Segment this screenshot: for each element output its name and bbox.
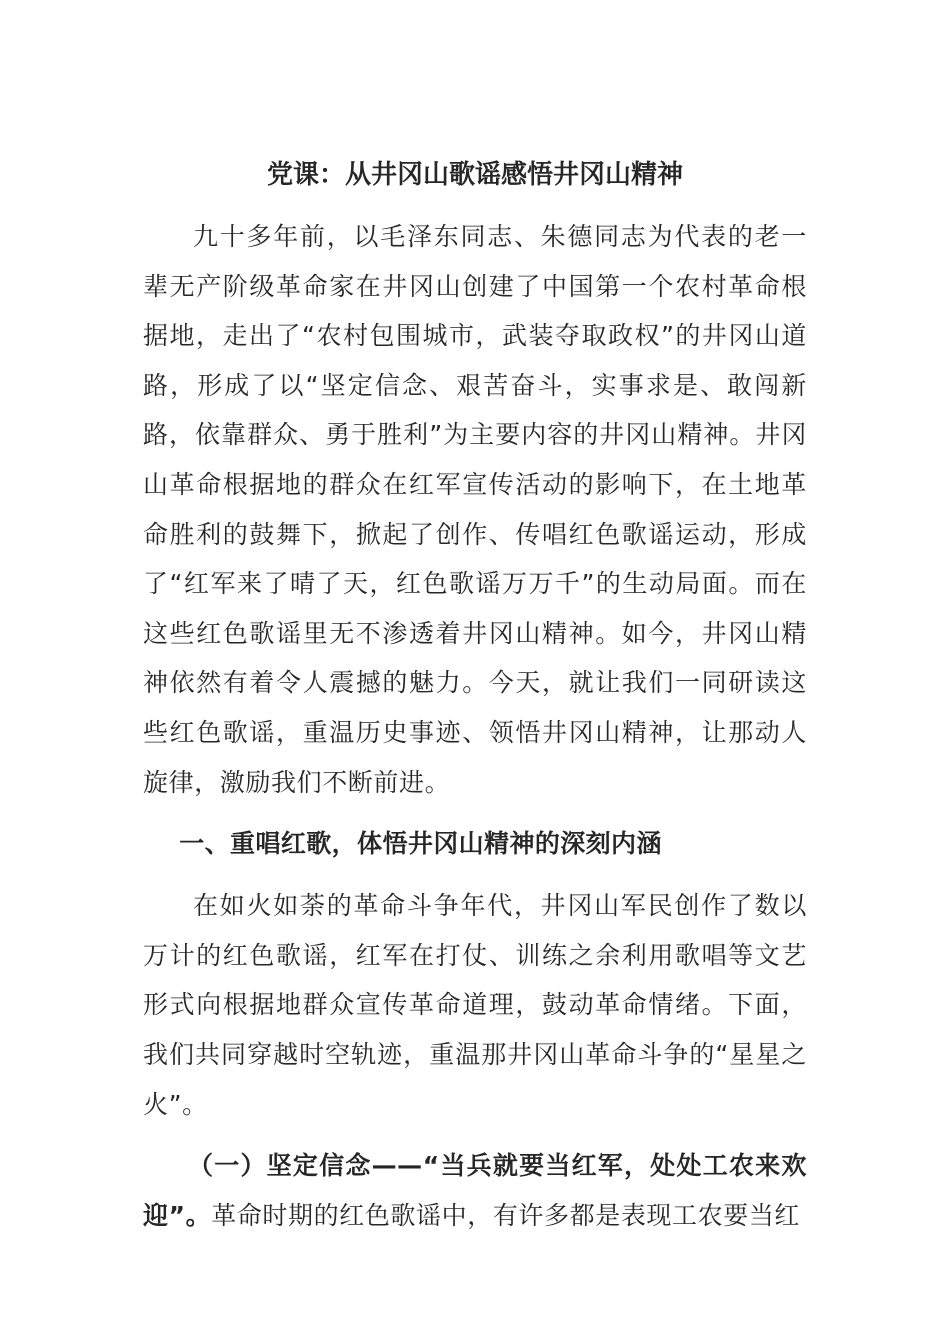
subsection-1-paragraph xyxy=(143,1141,807,1240)
document-page xyxy=(143,150,807,1240)
section-heading-1: 一、重唱红歌，体悟井冈山精神的深刻内涵 xyxy=(179,829,662,859)
subsection-1-heading: （一）坚定信念——“当兵就要当红军，处处工农来欢迎”。 xyxy=(143,1151,807,1230)
intro-paragraph: 九十多年前，以毛泽东同志、朱德同志为代表的老一辈无产阶级革命家在井冈山创建了中国第一个农村革命根据地，走出了“农村包围城市，武装夺取政权”的井冈山道路，形成了以“坚定信念、艰苦奋斗，实事求是、敢闯新路，依靠群众、勇于胜利”为主要内容的井冈山精神。井冈山革命根据地的群众在红军宣传活动的影响下，在土地革命胜利的鼓舞下，掀起了创作、传唱红色歌谣运动，形成了“红军来了晴了天，红色歌谣万万千”的生动局面。而在这些红色歌谣里无不渗透着井冈山精神。如今，井冈山精神依然有着令人震撼的魅力。今天，就让我们一同研读这些红色歌谣，重温历史事迹、领悟井冈山精神，让那动人旋律，激励我们不断前进。 xyxy=(143,222,807,797)
document-title: 党课：从井冈山歌谣感悟井冈山精神 xyxy=(266,160,683,190)
subsection-1-text: 革命时期的红色歌谣中，有许多都是表现工农要当红 xyxy=(211,1200,801,1230)
section-1-paragraph: 在如火如荼的革命斗争年代，井冈山军民创作了数以万计的红色歌谣，红军在打仗、训练之余利用歌唱等文艺形式向根据地群众宣传革命道理，鼓动革命情绪。下面，我们共同穿越时空轨迹，重温那井冈山革命斗争的“星星之火”。 xyxy=(143,891,807,1119)
